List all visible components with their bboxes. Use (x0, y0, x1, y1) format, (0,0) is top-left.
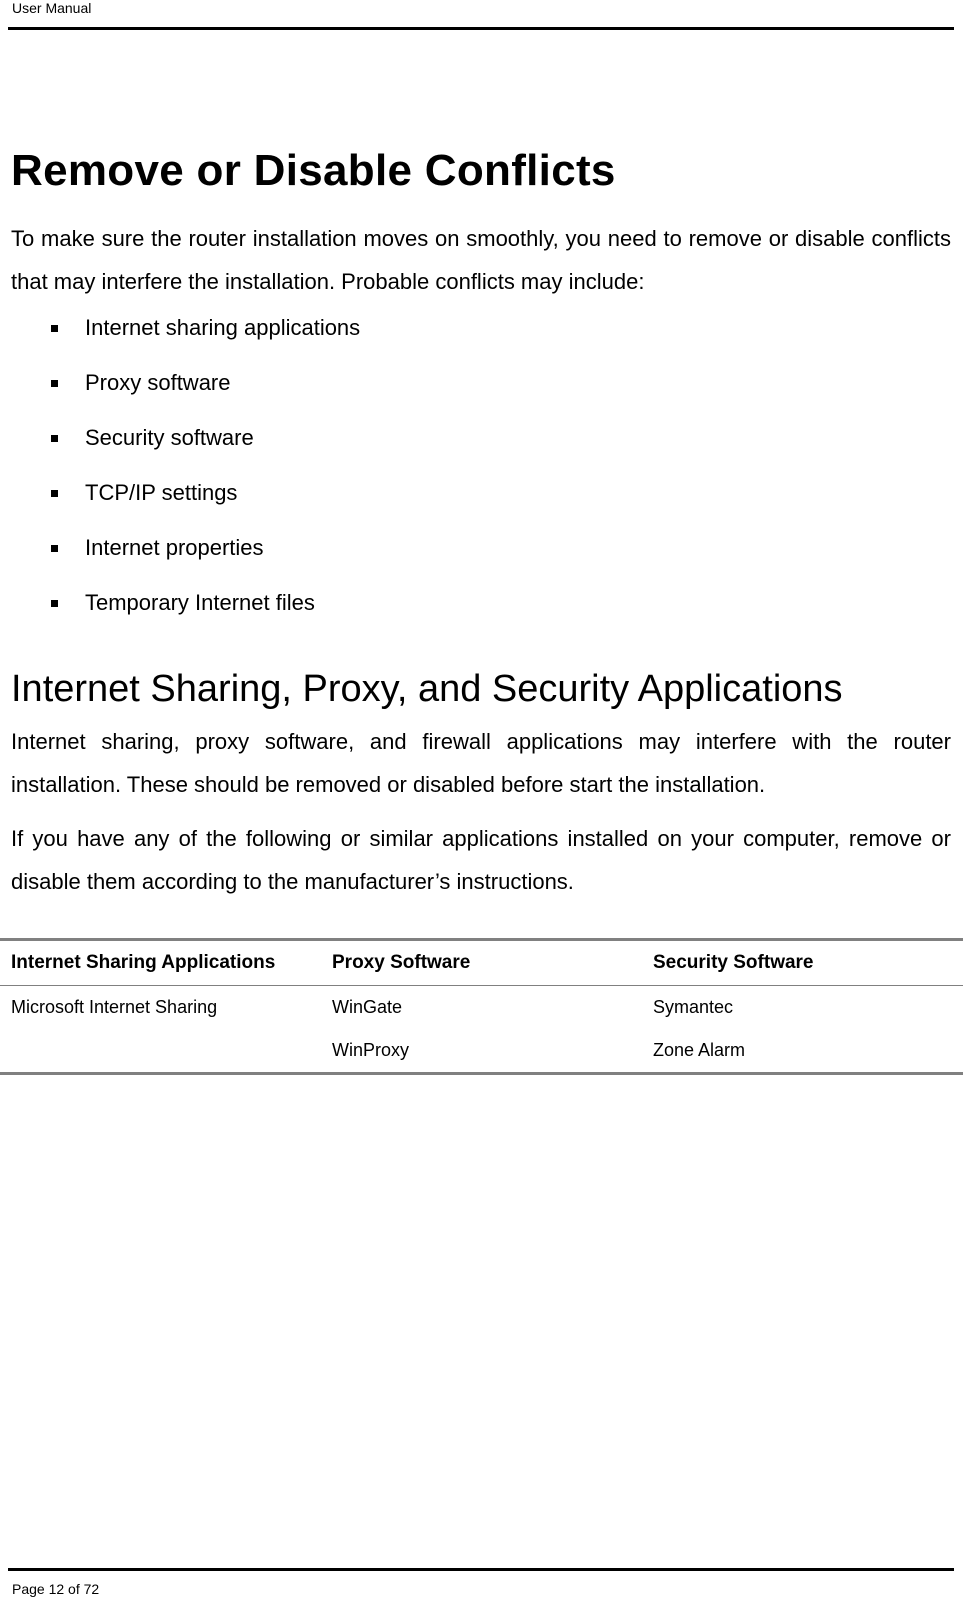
applications-table (0, 938, 963, 1075)
table-row (0, 1029, 963, 1074)
footer-divider (8, 1568, 954, 1571)
page-number: Page 12 of 72 (12, 1581, 100, 1597)
square-bullet-icon (51, 490, 58, 497)
list-item (0, 310, 360, 365)
table-cell (0, 1029, 321, 1074)
page-title: Remove or Disable Conflicts (11, 146, 616, 195)
table-cell: WinGate (332, 997, 403, 1017)
list-item-text: Internet sharing applications (85, 315, 361, 340)
list-item-text: Temporary Internet files (85, 590, 315, 615)
table-cell: WinProxy (332, 1040, 410, 1060)
list-item (0, 420, 360, 475)
table-cell: Microsoft Internet Sharing (11, 997, 218, 1017)
list-item (0, 585, 360, 640)
table-row (0, 986, 963, 1030)
square-bullet-icon (51, 325, 58, 332)
square-bullet-icon (51, 380, 58, 387)
list-item (0, 475, 360, 530)
header-divider (8, 27, 954, 30)
section-heading: Internet Sharing, Proxy, and Security Applications (11, 668, 843, 710)
conflict-list (0, 310, 360, 640)
column-header: Proxy Software (321, 940, 642, 986)
table-cell: Zone Alarm (653, 1040, 746, 1060)
column-header: Security Software (642, 940, 963, 986)
square-bullet-icon (51, 545, 58, 552)
list-item (0, 530, 360, 585)
section-paragraph: If you have any of the following or similar applications installed on your computer, remove or disable them according to the manufacturer’s instructions. (11, 826, 951, 894)
square-bullet-icon (51, 435, 58, 442)
square-bullet-icon (51, 600, 58, 607)
section-paragraph: Internet sharing, proxy software, and firewall applications may interfere with the router installation. These should be removed or disabled before start the installation. (11, 729, 951, 797)
intro-paragraph: To make sure the router installation moves on smoothly, you need to remove or disable conflicts that may interfere the installation. Probable conflicts may include: (11, 226, 951, 294)
list-item-text: TCP/IP settings (85, 480, 238, 505)
table-header-row (0, 940, 963, 986)
list-item-text: Internet properties (85, 535, 264, 560)
table-cell: Symantec (653, 997, 734, 1017)
list-item (0, 365, 360, 420)
column-header: Internet Sharing Applications (0, 940, 321, 986)
list-item-text: Security software (85, 425, 254, 450)
running-header: User Manual (12, 0, 92, 16)
list-item-text: Proxy software (85, 370, 231, 395)
